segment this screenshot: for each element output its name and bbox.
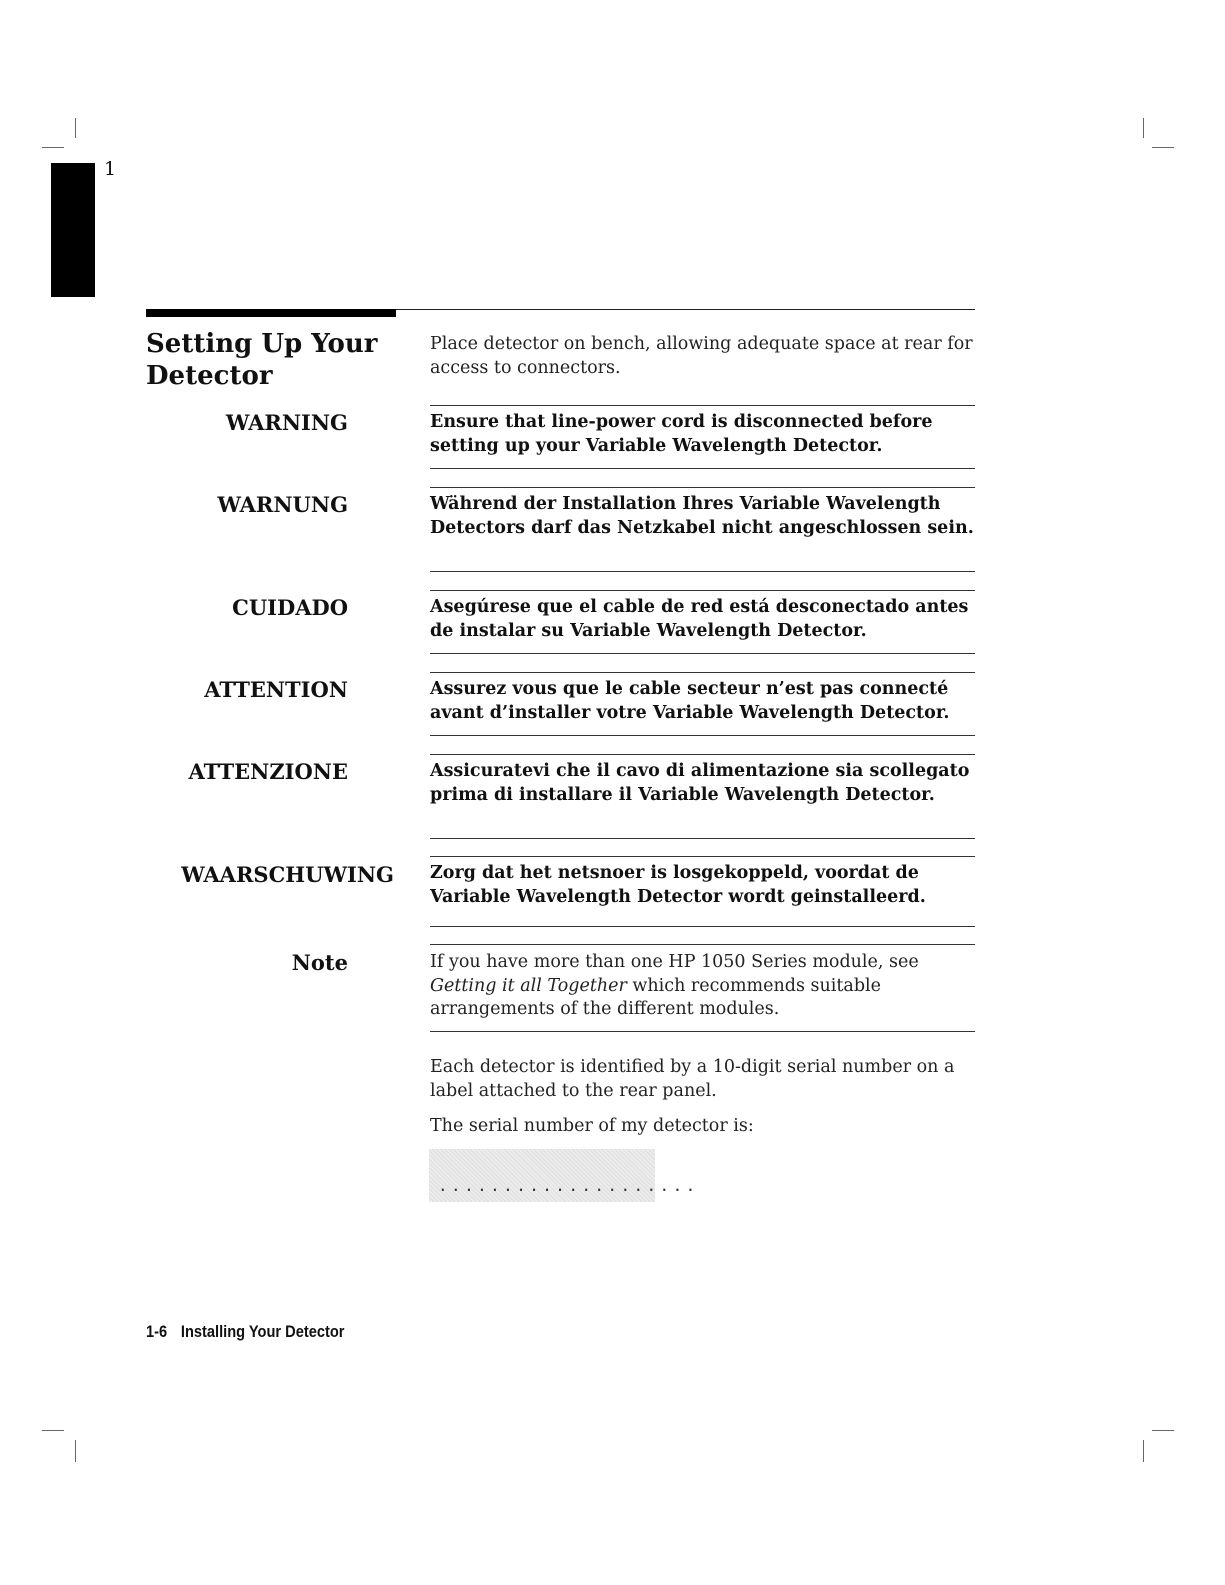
warning-label: WARNING [225,410,348,435]
divider [430,468,975,469]
note-text-after: which recommends suitable arrangements of the different modules. [430,975,881,1019]
section-rule-bar [146,309,396,317]
page-footer [146,1322,344,1342]
note-text [430,951,975,1022]
warning-text: Asegúrese que el cable de red está desconectado antes de instalar su Variable Wavelength Detector. [430,597,969,641]
warning-label: WAARSCHUWING [181,862,394,887]
divider [430,926,975,927]
warning-label: ATTENTION [204,677,348,702]
serial-prompt: The serial number of my detector is: [430,1116,754,1136]
warning-label: WARNUNG [217,492,348,517]
divider [430,1031,975,1032]
divider [430,487,975,488]
warning-label: ATTENZIONE [188,759,348,784]
crop-mark [1152,1430,1174,1431]
note-label: Note [291,950,348,975]
divider [430,735,975,736]
note-reference-title: Getting it all Together [430,975,627,996]
intro-paragraph: Place detector on bench, allowing adequate space at rear for access to connectors. [430,334,973,378]
crop-mark [42,1430,64,1431]
crop-mark [75,1440,76,1462]
warning-text: Während der Installation Ihres Variable Wavelength Detectors darf das Netzkabel nicht angeschlossen sein. [430,494,974,538]
divider [430,590,975,591]
crop-mark [75,118,76,138]
serial-number-blank: .................... [438,1176,699,1195]
chapter-number: 1 [104,158,117,180]
divider [430,571,975,572]
warning-text: Assurez vous que le cable secteur n’est pas connecté avant d’installer votre Variable Wavelength Detector. [430,679,950,723]
divider [430,405,975,406]
serial-paragraph: Each detector is identified by a 10-digit serial number on a label attached to the rear panel. [430,1057,955,1101]
warning-text: Ensure that line-power cord is disconnected before setting up your Variable Wavelength Detector. [430,412,933,456]
section-title: Setting Up Your Detector [146,329,378,391]
note-text-before: If you have more than one HP 1050 Series module, see [430,952,919,972]
warning-text: Zorg dat het netsnoer is losgekoppeld, voordat de Variable Wavelength Detector wordt geinstalleerd. [430,863,926,907]
divider [430,856,975,857]
divider [430,838,975,839]
divider [430,653,975,654]
page-number: 1-6 [146,1322,168,1341]
chapter-tab [51,163,95,297]
crop-mark [1143,118,1144,138]
divider [430,944,975,945]
crop-mark [1143,1440,1144,1462]
divider [430,672,975,673]
crop-mark [1152,147,1174,148]
crop-mark [42,147,64,148]
warning-label: CUIDADO [232,595,348,620]
divider [430,754,975,755]
warning-text: Assicuratevi che il cavo di alimentazione sia scollegato prima di installare il Variable Wavelength Detector. [430,761,970,805]
footer-chapter-title: Installing Your Detector [180,1322,345,1341]
